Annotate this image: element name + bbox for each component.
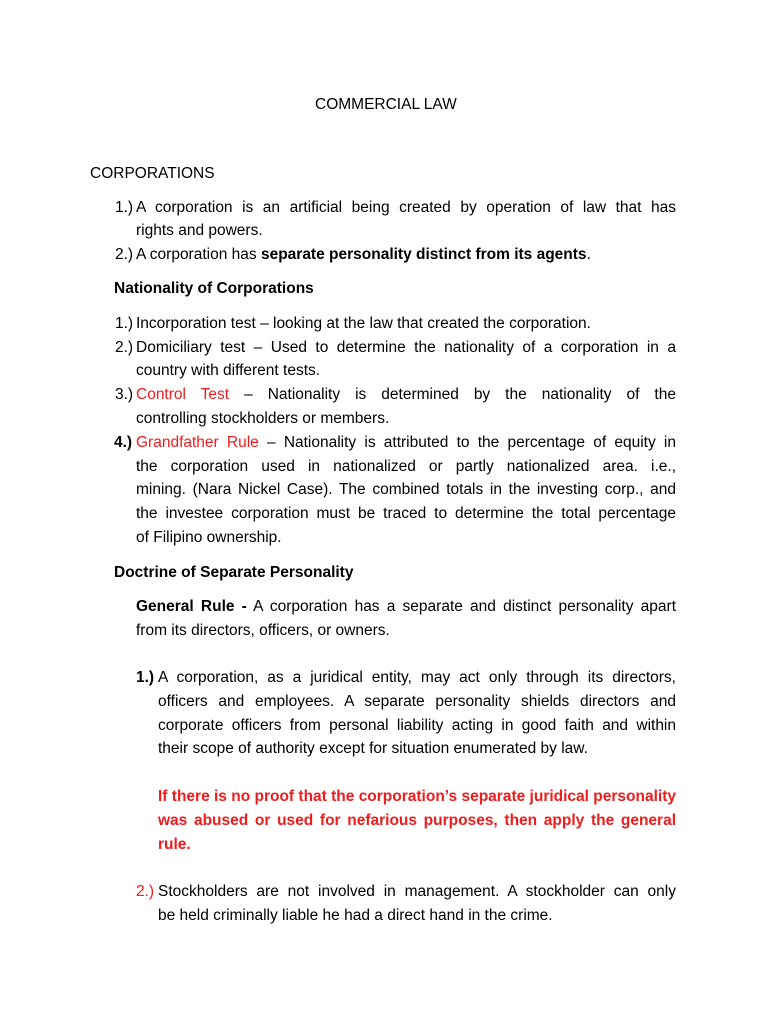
paragraph-text: from its directors, officers, or owners. <box>136 622 390 639</box>
list-number: 3.) <box>115 386 134 403</box>
note-text: was abused or used for nefarious purposes, then apply the general <box>158 812 676 829</box>
list-item-text: country with different tests. <box>136 362 321 379</box>
list-item-text: A corporation, as a juridical entity, may act only through its directors, <box>158 669 676 686</box>
list-item-text: Stockholders are not involved in management. A stockholder can only <box>158 883 676 900</box>
list-item-text: be held criminally liable he had a direct hand in the crime. <box>158 907 553 924</box>
text-run: – Nationality is determined by the nationality of the <box>229 386 676 403</box>
page-title: COMMERCIAL LAW <box>315 96 457 113</box>
bold-emphasis: separate personality distinct from its agents <box>260 246 587 263</box>
paragraph-text <box>136 597 676 617</box>
list-item-text: officers and employees. A separate personality shields directors and <box>158 693 676 710</box>
list-item-text: the investee corporation must be traced to determine the total percentage <box>136 505 676 522</box>
subsection-heading-nationality: Nationality of Corporations <box>114 280 314 297</box>
list-item-text: Domiciliary test – Used to determine the nationality of a corporation in a <box>136 339 676 356</box>
red-term-control-test: Control Test <box>136 386 230 403</box>
section-heading-corporations: CORPORATIONS <box>90 165 215 182</box>
list-item-text: rights and powers. <box>136 222 263 239</box>
subsection-heading-doctrine: Doctrine of Separate Personality <box>114 564 354 581</box>
text-run: . <box>586 246 591 263</box>
list-number: 1.) <box>115 199 134 216</box>
list-item-text <box>136 385 676 405</box>
text-run: A corporation has <box>136 246 261 263</box>
list-number: 2.) <box>115 339 134 356</box>
list-number: 1.) <box>136 669 155 686</box>
list-item-text: corporate officers from personal liability acting in good faith and within <box>158 717 676 734</box>
list-item-text <box>136 433 676 453</box>
note-text: If there is no proof that the corporation’s separate juridical personality <box>158 788 676 805</box>
note-text: rule. <box>158 836 191 853</box>
list-item-text: of Filipino ownership. <box>136 529 282 546</box>
list-item-text: controlling stockholders or members. <box>136 410 390 427</box>
list-number: 2.) <box>136 883 155 900</box>
text-run: A corporation has a separate and distinct personality apart <box>246 598 676 615</box>
list-number: 2.) <box>115 246 134 263</box>
list-item-text <box>136 245 591 265</box>
list-item-text: the corporation used in nationalized or partly nationalized area. i.e., <box>136 458 676 475</box>
list-number: 4.) <box>114 434 133 451</box>
red-term-grandfather-rule: Grandfather Rule <box>136 434 259 451</box>
text-run: – Nationality is attributed to the percentage of equity in <box>258 434 676 451</box>
list-item-text: their scope of authority except for situation enumerated by law. <box>158 740 588 757</box>
list-item-text: mining. (Nara Nickel Case). The combined totals in the investing corp., and <box>136 481 676 498</box>
list-item-text: Incorporation test – looking at the law that created the corporation. <box>136 315 591 332</box>
list-item-text: A corporation is an artificial being created by operation of law that has <box>136 199 676 216</box>
general-rule-label: General Rule - <box>136 598 247 615</box>
list-number: 1.) <box>115 315 134 332</box>
